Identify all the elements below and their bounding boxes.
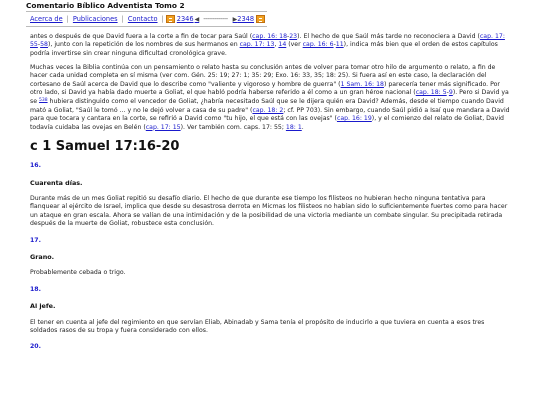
verse-title: Cuarenta días. bbox=[30, 178, 83, 187]
text: ), indica más bien que el orden de estos capítulos podría invertirse sin crear ninguna dificultad cronológica grave. bbox=[30, 41, 498, 57]
text: - bbox=[333, 41, 336, 49]
nav-separator: | bbox=[121, 15, 124, 23]
contact-link[interactable]: Contacto bbox=[127, 15, 158, 23]
bible-ref[interactable]: cap. 17: 55 bbox=[30, 33, 505, 49]
verse-commentary: Probablemente cebada o trigo. bbox=[30, 269, 126, 277]
bible-ref[interactable]: cap. 18: 2 bbox=[252, 106, 284, 114]
nav-separator: | bbox=[161, 15, 164, 23]
verse-number[interactable]: 20. bbox=[30, 343, 41, 351]
commentary-body bbox=[30, 33, 512, 360]
paragraph-1 bbox=[30, 33, 512, 58]
verse-number[interactable]: 17. bbox=[30, 236, 41, 244]
book-title: Comentario Bíblico Adventista Tomo 2 bbox=[26, 1, 185, 10]
text: ). El hecho de que Saúl más tarde no reconociera a David ( bbox=[297, 33, 480, 40]
site-header bbox=[0, 0, 540, 30]
bible-ref[interactable]: 11 bbox=[335, 41, 344, 49]
verse-number[interactable]: 16. bbox=[30, 162, 41, 170]
section-heading: c 1 Samuel 17:16-20 bbox=[30, 139, 180, 155]
text: ), junto con la repetición de los nombres de sus hermanos en bbox=[47, 41, 240, 49]
next-page-link[interactable] bbox=[230, 15, 267, 23]
bible-ref[interactable]: cap. 16: 6 bbox=[302, 41, 334, 49]
bible-ref[interactable]: 9 bbox=[448, 88, 453, 96]
prev-page-link[interactable] bbox=[161, 15, 201, 23]
bible-ref[interactable]: cap. 17: 13 bbox=[239, 41, 275, 49]
bible-ref[interactable]: 23 bbox=[289, 33, 298, 40]
text: (ver bbox=[286, 41, 303, 49]
page-dashes: ------------- bbox=[203, 15, 228, 23]
text: ). Pero si David ya se bbox=[30, 88, 509, 106]
text: antes o después de que David fuera a la corte a fin de tocar para Saúl ( bbox=[30, 33, 253, 40]
bible-ref[interactable]: cap. 17: 15 bbox=[145, 123, 181, 131]
arrow-right-icon: ▶ bbox=[232, 15, 238, 23]
about-link[interactable]: Acerca de bbox=[30, 15, 63, 23]
verse-number[interactable]: 18. bbox=[30, 285, 41, 293]
bible-ref[interactable]: 14 bbox=[278, 41, 287, 49]
verse-title: Grano. bbox=[30, 253, 55, 262]
text: Muchas veces la Biblia continúa con un pensamiento o relato hasta su conclusión antes de volver para tomar otro hilo de argumento o relato, a fin de hacer cada unidad completa en sí misma (ver com. Gén. 25: 19; 27: 1; 35: 29; Exo. 16: 33, 35; 18: 25). Si fuera así en este caso, la declaración del cortesano de Saúl acerca de David que lo describe como "valiente y vigoroso y hombre de guerra" ( bbox=[30, 63, 496, 88]
bible-ref[interactable]: 18: 1 bbox=[285, 123, 302, 131]
text: ). Ver también com. caps. 17: 55; bbox=[180, 123, 286, 131]
text: ; cf. PP 703). Sin embargo, cuando Saúl pidió a Isaí que mandara a David para que tocara y cantara en la corte, se refirió a David como "tu hijo, el que está con las ovejas" ( bbox=[30, 106, 510, 123]
verse-16 bbox=[30, 162, 512, 228]
text: - bbox=[287, 33, 290, 40]
verse-17 bbox=[30, 237, 512, 278]
bible-ref[interactable]: cap. 16: 18 bbox=[252, 33, 288, 40]
bible-ref[interactable]: cap. 16: 19 bbox=[336, 115, 372, 123]
text: ), y el comienzo del relato de Goliat, David todavía cuidaba las ovejas en Belén ( bbox=[30, 115, 504, 131]
top-nav bbox=[26, 11, 267, 27]
publications-link[interactable]: Publicaciones bbox=[72, 15, 118, 23]
arrow-left-icon: ◀ bbox=[194, 15, 200, 23]
text: , bbox=[274, 41, 279, 49]
page-icon bbox=[166, 15, 175, 23]
next-page-number: 2348 bbox=[237, 15, 255, 23]
text: hubiera distinguido como el vencedor de Goliat, ¿habría necesitado Saúl que se le dijera quién era David? Además, desde el tiempo cuando David mató a Goliat, "Saúl le tomó ... y no le dejó volver a casa de su padre" ( bbox=[30, 98, 504, 114]
page-icon bbox=[256, 15, 265, 23]
text: ) parecería tener más significado. Por otro lado, si David ya había dado muerte a Goliat, el que habló podría haberse referido a él como a un gran héroe nacional ( bbox=[30, 80, 500, 96]
verse-20 bbox=[30, 343, 512, 351]
verse-18 bbox=[30, 286, 512, 336]
bible-ref[interactable]: cap. 18: 5 bbox=[415, 88, 447, 96]
text: - bbox=[446, 88, 449, 96]
bible-ref[interactable]: 1 Sam. 16: 18 bbox=[340, 80, 384, 88]
paragraph-2 bbox=[30, 64, 512, 132]
text: . bbox=[301, 123, 304, 131]
page-marker[interactable]: 538 bbox=[39, 98, 48, 104]
text: - bbox=[37, 41, 41, 49]
bible-ref[interactable]: 58 bbox=[40, 41, 48, 49]
nav-separator: | bbox=[66, 15, 69, 23]
verse-commentary: El tener en cuenta al jefe del regimiento en que servían Eliab, Abinadab y Sama tenía el propósito de inducirlo a que tuviera en cuenta a esos tres soldados rasos de su tropa y fuera considerado con ellos. bbox=[30, 318, 485, 335]
verse-commentary: Durante más de un mes Goliat repitió su desafío diario. El hecho de que durante ese tiempo los filisteos no hubieran hecho ninguna tentativa para flanquear al ejército de Israel, implica que desde su desastrosa derrota en Micmas los filisteos no habían sido lo suficientemente fuertes como para hacer un ataque en gran escala. Ahora se valían de una intimidación y de la posibilidad de una victoria mediante un combate singular. Su precipitada retirada después de la muerte de Goliat, robustece esta conclusión. bbox=[30, 194, 508, 228]
prev-page-number: 2346 bbox=[176, 15, 194, 23]
verse-title: Al jefe. bbox=[30, 302, 56, 311]
